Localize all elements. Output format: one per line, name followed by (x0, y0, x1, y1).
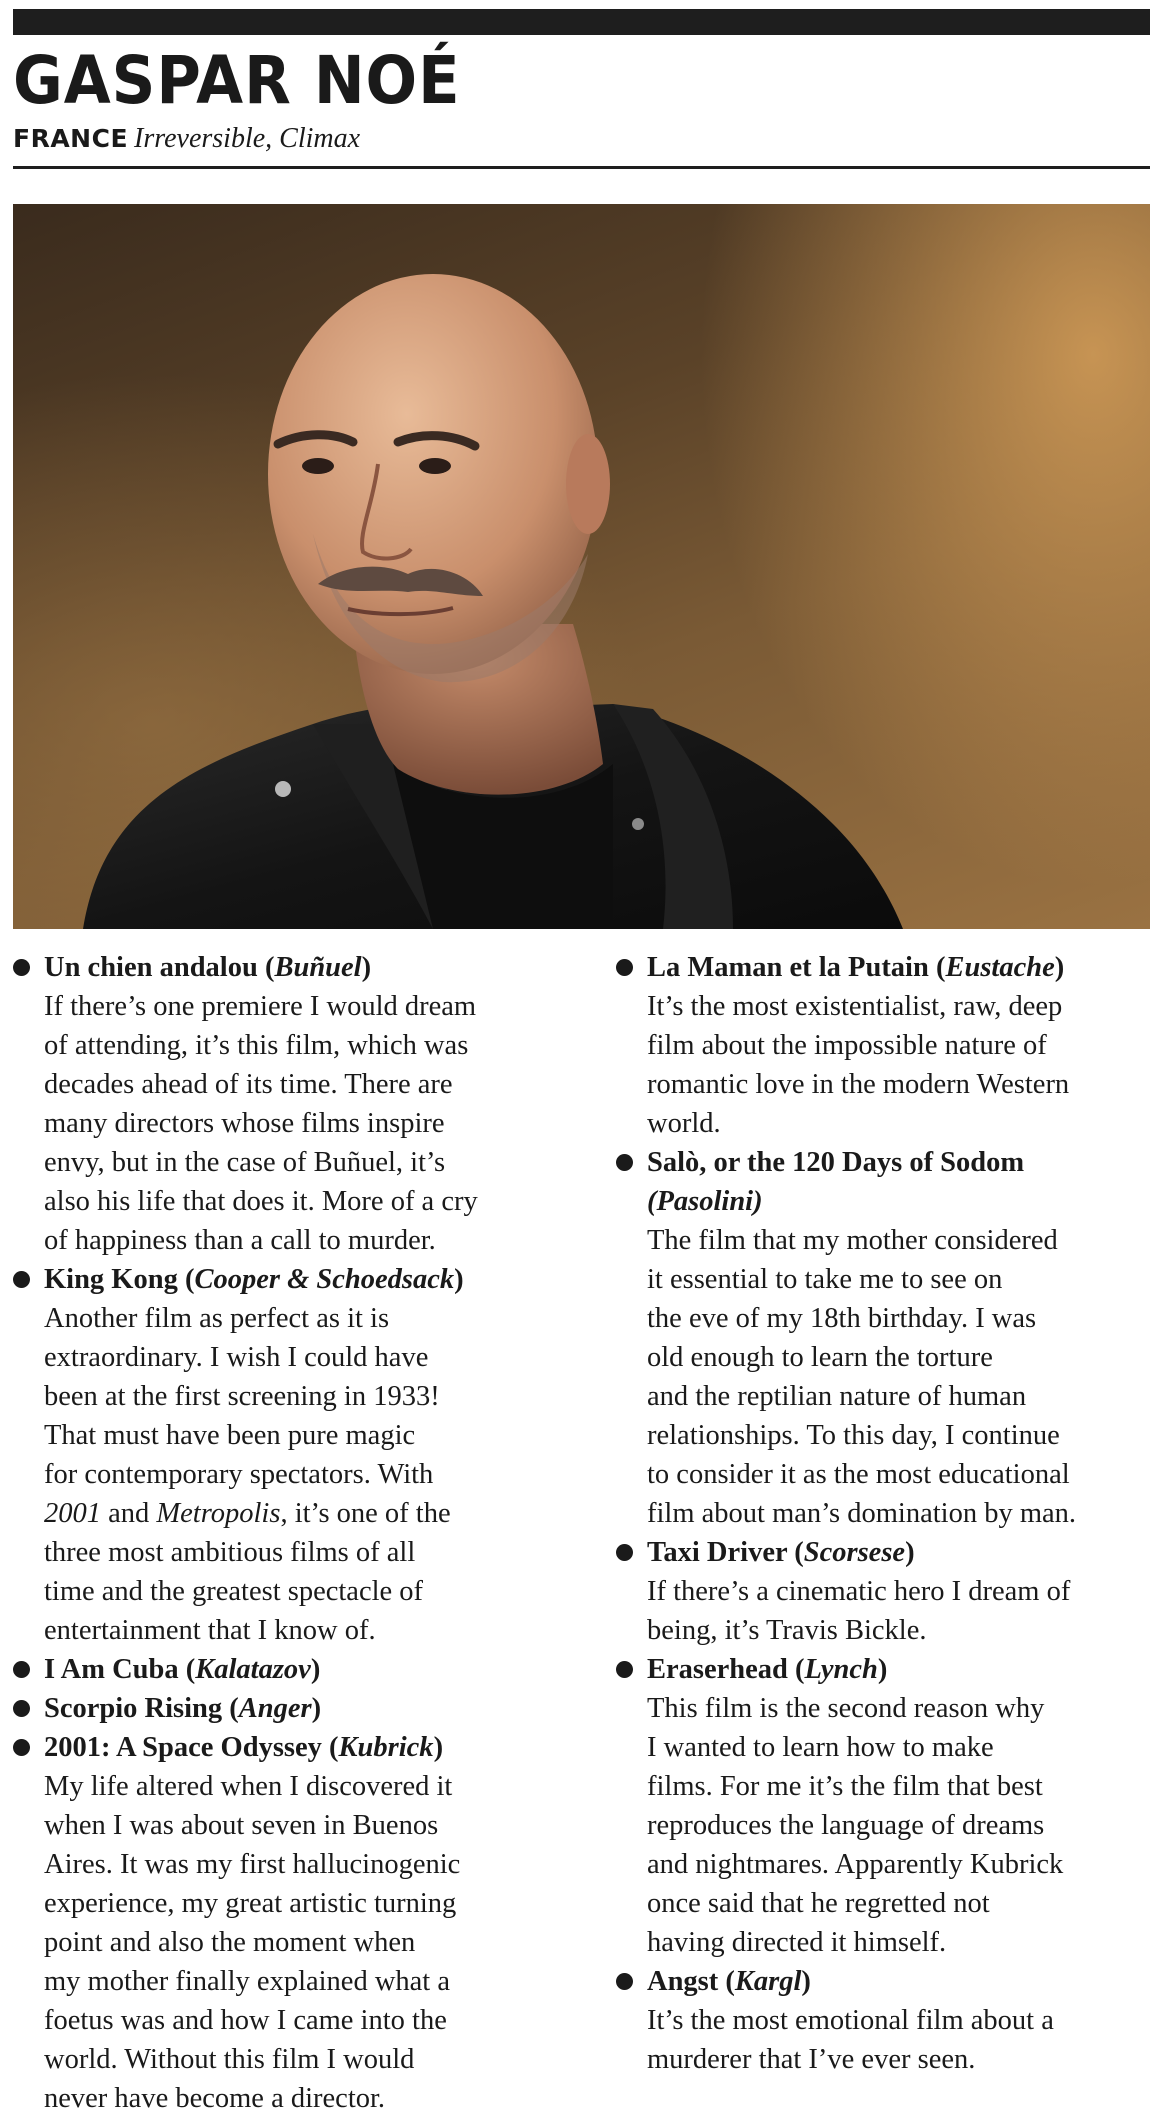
list-item (13, 1728, 563, 2118)
entry-heading: Un chien andalou (Buñuel) (13, 948, 563, 987)
body-line: extraordinary. I wish I could have (44, 1342, 429, 1373)
bullet-icon (616, 1973, 633, 1990)
body-line: It’s the most existentialist, raw, deep (647, 991, 1063, 1022)
entry-heading: I Am Cuba (Kalatazov) (13, 1650, 563, 1689)
body-line: My life altered when I discovered it (44, 1771, 453, 1802)
body-line: to consider it as the most educational (647, 1459, 1070, 1490)
list-item (13, 1650, 563, 1689)
entry-body (616, 1221, 1163, 1533)
film-title: Eraserhead (647, 1654, 788, 1685)
film-title: 2001: A Space Odyssey (44, 1732, 322, 1763)
film-title: King Kong (44, 1264, 178, 1295)
entry-heading (616, 1143, 1163, 1182)
bullet-icon (616, 1661, 633, 1678)
portrait-illustration (13, 204, 1150, 929)
body-line: entertainment that I know of. (44, 1615, 376, 1646)
entry-body (13, 1767, 563, 2118)
bullet-icon (13, 1700, 30, 1717)
body-line: This film is the second reason why (647, 1693, 1045, 1724)
list-item (13, 1260, 563, 1650)
film-title: Un chien andalou (44, 952, 258, 983)
body-line: and the reptilian nature of human (647, 1381, 1027, 1412)
body-line: experience, my great artistic turning (44, 1888, 457, 1919)
body-line: once said that he regretted not (647, 1888, 990, 1919)
body-line: decades ahead of its time. There are (44, 1069, 453, 1100)
bullet-icon (616, 959, 633, 976)
portrait-photo (13, 204, 1150, 929)
body-line: That must have been pure magic (44, 1420, 416, 1451)
body-line: also his life that does it. More of a cry (44, 1186, 478, 1217)
director-name: GASPAR NOÉ (13, 42, 461, 119)
body-line: point and also the moment when (44, 1927, 416, 1958)
body-line: old enough to learn the torture (647, 1342, 993, 1373)
body-line: reproduces the language of dreams (647, 1810, 1045, 1841)
film-director: Cooper & Schoedsack (194, 1264, 455, 1295)
entry-heading-continued: (Pasolini) (647, 1186, 763, 1217)
film-director: Anger (238, 1693, 312, 1724)
film-director: Kubrick (338, 1732, 434, 1763)
body-line: my mother finally explained what a (44, 1966, 450, 1997)
entry-heading: Taxi Driver (Scorsese) (616, 1533, 1163, 1572)
film-director: Eustache (945, 952, 1055, 983)
list-item (13, 948, 563, 1260)
list-item (616, 1962, 1163, 2079)
body-line: foetus was and how I came into the (44, 2005, 447, 2036)
body-line: three most ambitious films of all (44, 1537, 416, 1568)
subtitle (13, 122, 360, 156)
entry-heading: 2001: A Space Odyssey (Kubrick) (13, 1728, 563, 1767)
film-title: Angst (647, 1966, 719, 1997)
list-item (13, 1689, 563, 1728)
list-item (616, 1533, 1163, 1650)
body-line: and nightmares. Apparently Kubrick (647, 1849, 1064, 1880)
bullet-icon (13, 1661, 30, 1678)
bullet-icon (13, 1739, 30, 1756)
entry-heading: La Maman et la Putain (Eustache) (616, 948, 1163, 987)
bullet-icon (616, 1154, 633, 1171)
body-line: film about man’s domination by man. (647, 1498, 1077, 1529)
body-line: relationships. To this day, I continue (647, 1420, 1060, 1451)
entry-heading: Scorpio Rising (Anger) (13, 1689, 563, 1728)
film-title: La Maman et la Putain (647, 952, 929, 983)
body-line: world. Without this film I would (44, 2044, 415, 2075)
header-rule (13, 166, 1150, 169)
body-line: envy, but in the case of Buñuel, it’s (44, 1147, 446, 1178)
film-director: Pasolini (656, 1186, 754, 1217)
list-item (616, 1143, 1163, 1533)
body-line: been at the first screening in 1933! (44, 1381, 440, 1412)
entry-body (13, 987, 563, 1260)
film-director: Lynch (804, 1654, 878, 1685)
entry-body (616, 1689, 1163, 1962)
body-line: world. (647, 1108, 721, 1139)
film-title: Taxi Driver (647, 1537, 788, 1568)
film-director: Kargl (734, 1966, 802, 1997)
entry-heading: Eraserhead (Lynch) (616, 1650, 1163, 1689)
body-line: Aires. It was my first hallucinogenic (44, 1849, 461, 1880)
entry-body (616, 987, 1163, 1143)
film-title: Scorpio Rising (44, 1693, 223, 1724)
body-line: It’s the most emotional film about a (647, 2005, 1054, 2036)
body-line: it essential to take me to see on (647, 1264, 1003, 1295)
body-line: film about the impossible nature of (647, 1030, 1047, 1061)
body-line: The film that my mother considered (647, 1225, 1058, 1256)
bullet-icon (616, 1544, 633, 1561)
film-director: Scorsese (803, 1537, 906, 1568)
notable-films: Irreversible, Climax (134, 123, 361, 154)
body-line: films. For me it’s the film that best (647, 1771, 1043, 1802)
body-line: If there’s a cinematic hero I dream of (647, 1576, 1071, 1607)
body-line: time and the greatest spectacle of (44, 1576, 424, 1607)
list-item (616, 1650, 1163, 1962)
body-line: 2001 and Metropolis, it’s one of the (44, 1498, 451, 1529)
entry-heading: King Kong (Cooper & Schoedsack) (13, 1260, 563, 1299)
body-line: the eve of my 18th birthday. I was (647, 1303, 1037, 1334)
body-line: never have become a director. (44, 2083, 386, 2114)
film-director: Kalatazov (195, 1654, 311, 1685)
body-line: of happiness than a call to murder. (44, 1225, 436, 1256)
body-line: many directors whose films inspire (44, 1108, 445, 1139)
film-title: I Am Cuba (44, 1654, 179, 1685)
body-line: when I was about seven in Buenos (44, 1810, 439, 1841)
film-title: Salò, or the 120 Days of Sodom (647, 1147, 1025, 1178)
left-column (13, 948, 563, 2118)
bullet-icon (13, 1271, 30, 1288)
body-line: romantic love in the modern Western (647, 1069, 1070, 1100)
body-line: Another film as perfect as it is (44, 1303, 390, 1334)
body-line: having directed it himself. (647, 1927, 947, 1958)
film-reference: Metropolis (156, 1498, 281, 1529)
body-line: of attending, it’s this film, which was (44, 1030, 469, 1061)
country-label: FRANCE (13, 124, 129, 153)
film-director: Buñuel (274, 952, 362, 983)
body-line: If there’s one premiere I would dream (44, 991, 477, 1022)
list-item (616, 948, 1163, 1143)
entry-body (616, 2001, 1163, 2079)
body-line: I wanted to learn how to make (647, 1732, 994, 1763)
right-column (616, 948, 1163, 2079)
film-reference: 2001 (44, 1498, 101, 1529)
entry-body (13, 1299, 563, 1650)
body-line: murderer that I’ve ever seen. (647, 2044, 976, 2075)
body-line: being, it’s Travis Bickle. (647, 1615, 927, 1646)
body-line: for contemporary spectators. With (44, 1459, 434, 1490)
bullet-icon (13, 959, 30, 976)
entry-body (616, 1572, 1163, 1650)
top-bar (13, 9, 1150, 35)
entry-heading: Angst (Kargl) (616, 1962, 1163, 2001)
